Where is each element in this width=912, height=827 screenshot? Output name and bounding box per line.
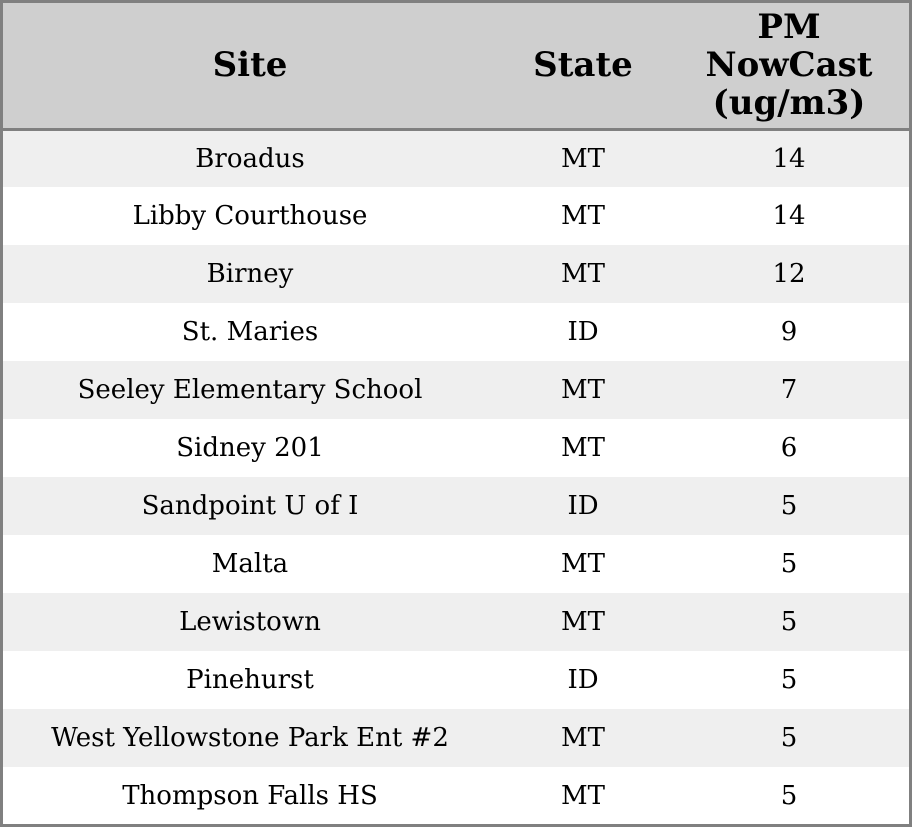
table-row <box>3 129 909 187</box>
cell-state: MT <box>561 723 605 753</box>
cell-site: Broadus <box>195 143 305 174</box>
cell-pm-nowcast: 5 <box>780 491 798 521</box>
cell-pm-nowcast: 5 <box>780 781 798 811</box>
cell-site: West Yellowstone Park Ent #2 <box>51 723 449 753</box>
cell-state: MT <box>561 143 605 174</box>
table-row <box>3 593 909 651</box>
table-header-row <box>3 3 909 129</box>
table-row <box>3 245 909 303</box>
cell-pm-nowcast: 6 <box>780 433 798 463</box>
table-row <box>3 303 909 361</box>
cell-pm-nowcast: 12 <box>772 259 806 289</box>
cell-state: ID <box>567 665 599 695</box>
cell-pm-nowcast: 5 <box>780 723 798 753</box>
cell-site: St. Maries <box>181 317 319 347</box>
table-row <box>3 419 909 477</box>
cell-state: MT <box>561 781 605 811</box>
cell-state: MT <box>561 259 605 289</box>
table-row <box>3 651 909 709</box>
table-body <box>3 129 909 825</box>
cell-pm-nowcast: 5 <box>780 549 798 579</box>
table-row <box>3 535 909 593</box>
column-header-pm-nowcast <box>669 3 909 129</box>
cell-site: Sidney 201 <box>176 433 324 463</box>
cell-pm-nowcast: 14 <box>772 201 806 231</box>
cell-state: ID <box>567 317 599 347</box>
column-header-pm-line-1: PM <box>757 7 821 48</box>
table-row <box>3 477 909 535</box>
table-row <box>3 187 909 245</box>
table-row <box>3 361 909 419</box>
cell-pm-nowcast: 14 <box>772 143 806 174</box>
pm-nowcast-table <box>3 3 909 825</box>
cell-site: Malta <box>211 549 289 579</box>
cell-pm-nowcast: 7 <box>780 375 798 405</box>
cell-site: Lewistown <box>179 607 321 637</box>
cell-site: Pinehurst <box>186 665 314 695</box>
cell-state: ID <box>567 491 599 521</box>
cell-state: MT <box>561 375 605 405</box>
column-header-pm-line-2: NowCast <box>705 45 873 86</box>
cell-site: Seeley Elementary School <box>77 375 423 405</box>
table-row <box>3 767 909 825</box>
cell-state: MT <box>561 607 605 637</box>
table-row <box>3 709 909 767</box>
cell-pm-nowcast: 5 <box>780 607 798 637</box>
column-header-state: State <box>497 3 669 129</box>
column-header-pm-line-3: (ug/m3) <box>712 83 866 124</box>
cell-site: Thompson Falls HS <box>122 781 378 811</box>
cell-site: Libby Courthouse <box>132 201 368 231</box>
cell-pm-nowcast: 9 <box>780 317 798 347</box>
cell-site: Sandpoint U of I <box>141 491 359 521</box>
cell-site: Birney <box>206 259 294 289</box>
cell-state: MT <box>561 433 605 463</box>
column-header-site: Site <box>3 3 497 129</box>
cell-state: MT <box>561 549 605 579</box>
cell-state: MT <box>561 201 605 231</box>
cell-pm-nowcast: 5 <box>780 665 798 695</box>
